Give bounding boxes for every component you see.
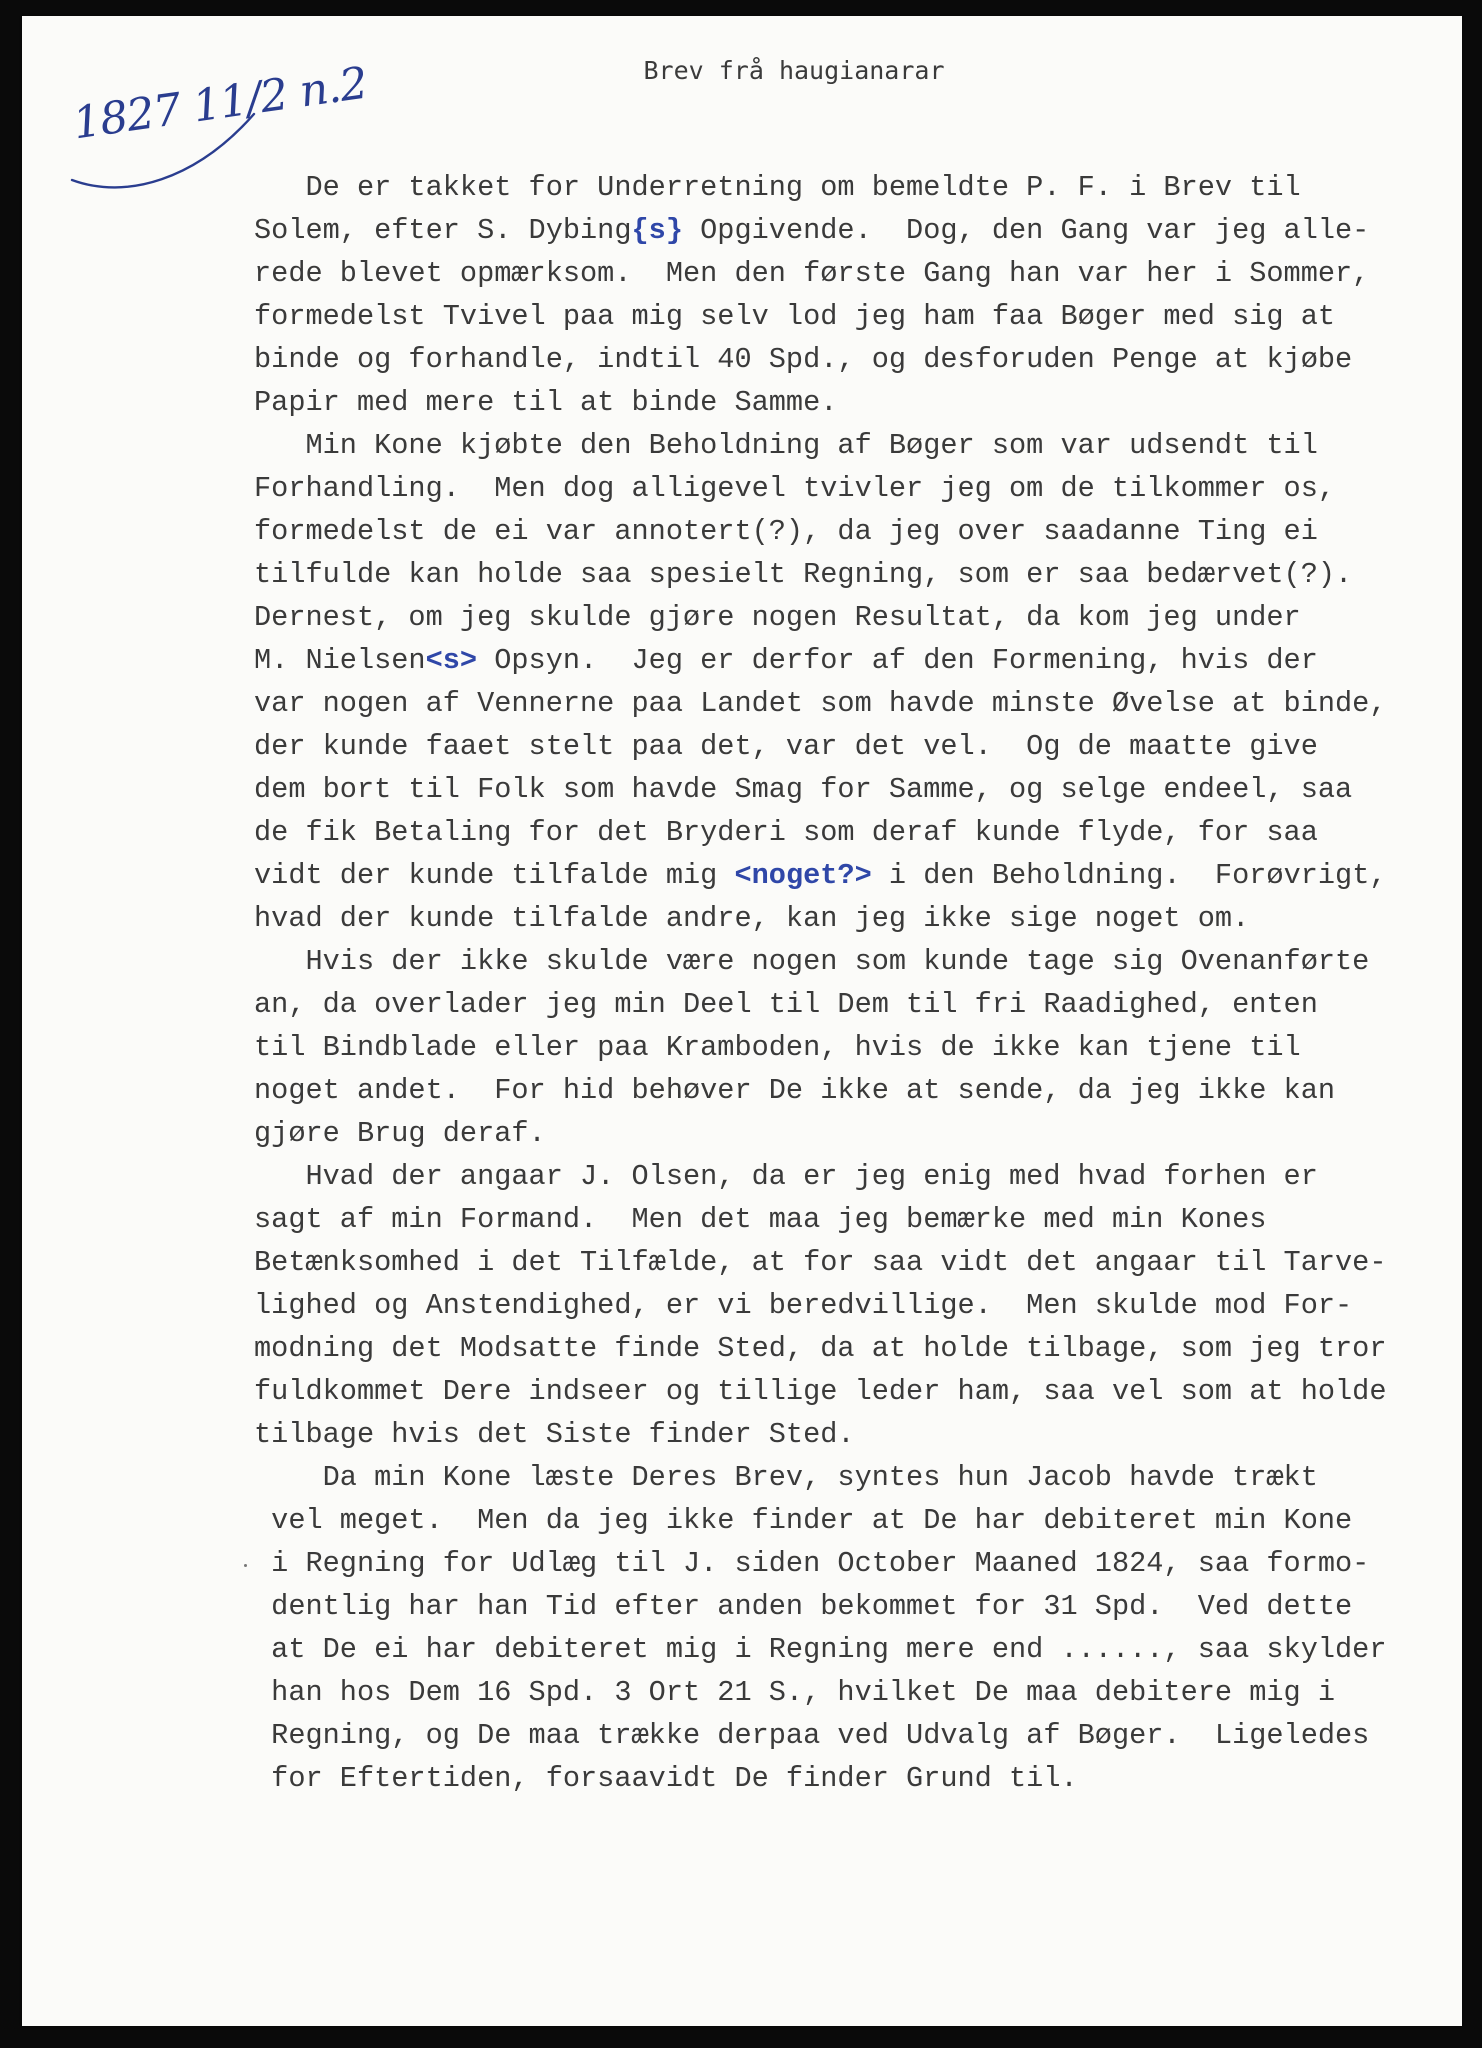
text-line — [254, 209, 1454, 252]
document-page — [22, 16, 1462, 2026]
editorial-insertion: <s> — [425, 644, 478, 677]
text-line: dentlig har han Tid efter anden bekommet for 31 Spd. Ved dette — [254, 1590, 1353, 1623]
text-line: Hvad der angaar J. Olsen, da er jeg enig med hvad forhen er — [254, 1160, 1318, 1193]
text-line: modning det Modsatte finde Sted, da at holde tilbage, som jeg tror — [254, 1332, 1387, 1365]
text-line: til Bindblade eller paa Kramboden, hvis de ikke kan tjene til — [254, 1031, 1301, 1064]
handwritten-underline-curve — [66, 70, 266, 210]
text-line: Min Kone kjøbte den Beholdning af Bøger som var udsendt til — [254, 429, 1318, 462]
text-line: De er takket for Underretning om bemeldte P. F. i Brev til — [254, 171, 1301, 204]
speck-mark — [244, 1564, 247, 1567]
text-line: gjøre Brug deraf. — [254, 1117, 546, 1150]
line-text-after: Opgivende. Dog, den Gang var jeg alle- — [682, 214, 1370, 247]
text-line — [254, 854, 1454, 897]
archive-annotation — [66, 57, 371, 210]
text-line: for Eftertiden, forsaavidt De finder Grund til. — [254, 1762, 1078, 1795]
text-line: tilfulde kan holde saa spesielt Regning, som er saa bedærvet(?). — [254, 558, 1353, 591]
text-line: dem bort til Folk som havde Smag for Samme, og selge endeel, saa — [254, 773, 1353, 806]
line-text-before: vidt der kunde tilfalde mig — [254, 859, 735, 892]
text-line: var nogen af Vennerne paa Landet som havde minste Øvelse at binde, — [254, 687, 1387, 720]
line-text-before: M. Nielsen — [254, 644, 426, 677]
text-line: an, da overlader jeg min Deel til Dem til fri Raadighed, enten — [254, 988, 1318, 1021]
text-line: Regning, og De maa trække derpaa ved Udvalg af Bøger. Ligeledes — [254, 1719, 1370, 1752]
text-line: i Regning for Udlæg til J. siden October Maaned 1824, saa formo- — [254, 1547, 1370, 1580]
text-line: Da min Kone læste Deres Brev, syntes hun Jacob havde trækt — [254, 1461, 1318, 1494]
text-line: hvad der kunde tilfalde andre, kan jeg ikke sige noget om. — [254, 902, 1250, 935]
handwritten-archive-number: 1827 11/2 n.2 — [69, 57, 371, 150]
letter-body — [254, 166, 1454, 1800]
text-line: Forhandling. Men dog alligevel tvivler jeg om de tilkommer os, — [254, 472, 1336, 505]
page-title: Brev frå haugianarar — [643, 56, 945, 85]
text-line: sagt af min Formand. Men det maa jeg bemærke med min Kones — [254, 1203, 1267, 1236]
text-line: tilbage hvis det Siste finder Sted. — [254, 1418, 855, 1451]
text-line — [254, 639, 1454, 682]
text-line: binde og forhandle, indtil 40 Spd., og desforuden Penge at kjøbe — [254, 343, 1353, 376]
text-line: noget andet. For hid behøver De ikke at sende, da jeg ikke kan — [254, 1074, 1336, 1107]
text-line: rede blevet opmærksom. Men den første Gang han var her i Sommer, — [254, 257, 1370, 290]
line-text-after: i den Beholdning. Forøvrigt, — [871, 859, 1387, 892]
text-line: lighed og Anstendighed, er vi beredvillige. Men skulde mod For- — [254, 1289, 1353, 1322]
text-line: Papir med mere til at binde Samme. — [254, 386, 838, 419]
text-line: de fik Betaling for det Bryderi som deraf kunde flyde, for saa — [254, 816, 1318, 849]
line-text-before: Solem, efter S. Dybing — [254, 214, 632, 247]
text-line: at De ei har debiteret mig i Regning mere end ......, saa skylder — [254, 1633, 1387, 1666]
text-line: Betænksomhed i det Tilfælde, at for saa vidt det angaar til Tarve- — [254, 1246, 1387, 1279]
editorial-insertion: {s} — [631, 214, 683, 247]
text-line: Dernest, om jeg skulde gjøre nogen Resultat, da kom jeg under — [254, 601, 1301, 634]
text-line: fuldkommet Dere indseer og tillige leder ham, saa vel som at holde — [254, 1375, 1387, 1408]
editorial-insertion: <noget?> — [734, 859, 872, 892]
text-line: formedelst Tvivel paa mig selv lod jeg ham faa Bøger med sig at — [254, 300, 1336, 333]
text-line: formedelst de ei var annotert(?), da jeg over saadanne Ting ei — [254, 515, 1318, 548]
text-line: Hvis der ikke skulde være nogen som kunde tage sig Ovenanførte — [254, 945, 1370, 978]
text-line: vel meget. Men da jeg ikke finder at De har debiteret min Kone — [254, 1504, 1353, 1537]
text-line: han hos Dem 16 Spd. 3 Ort 21 S., hvilket De maa debitere mig i — [254, 1676, 1336, 1709]
text-line: der kunde faaet stelt paa det, var det vel. Og de maatte give — [254, 730, 1318, 763]
line-text-after: Opsyn. Jeg er derfor af den Formening, hvis der — [477, 644, 1318, 677]
